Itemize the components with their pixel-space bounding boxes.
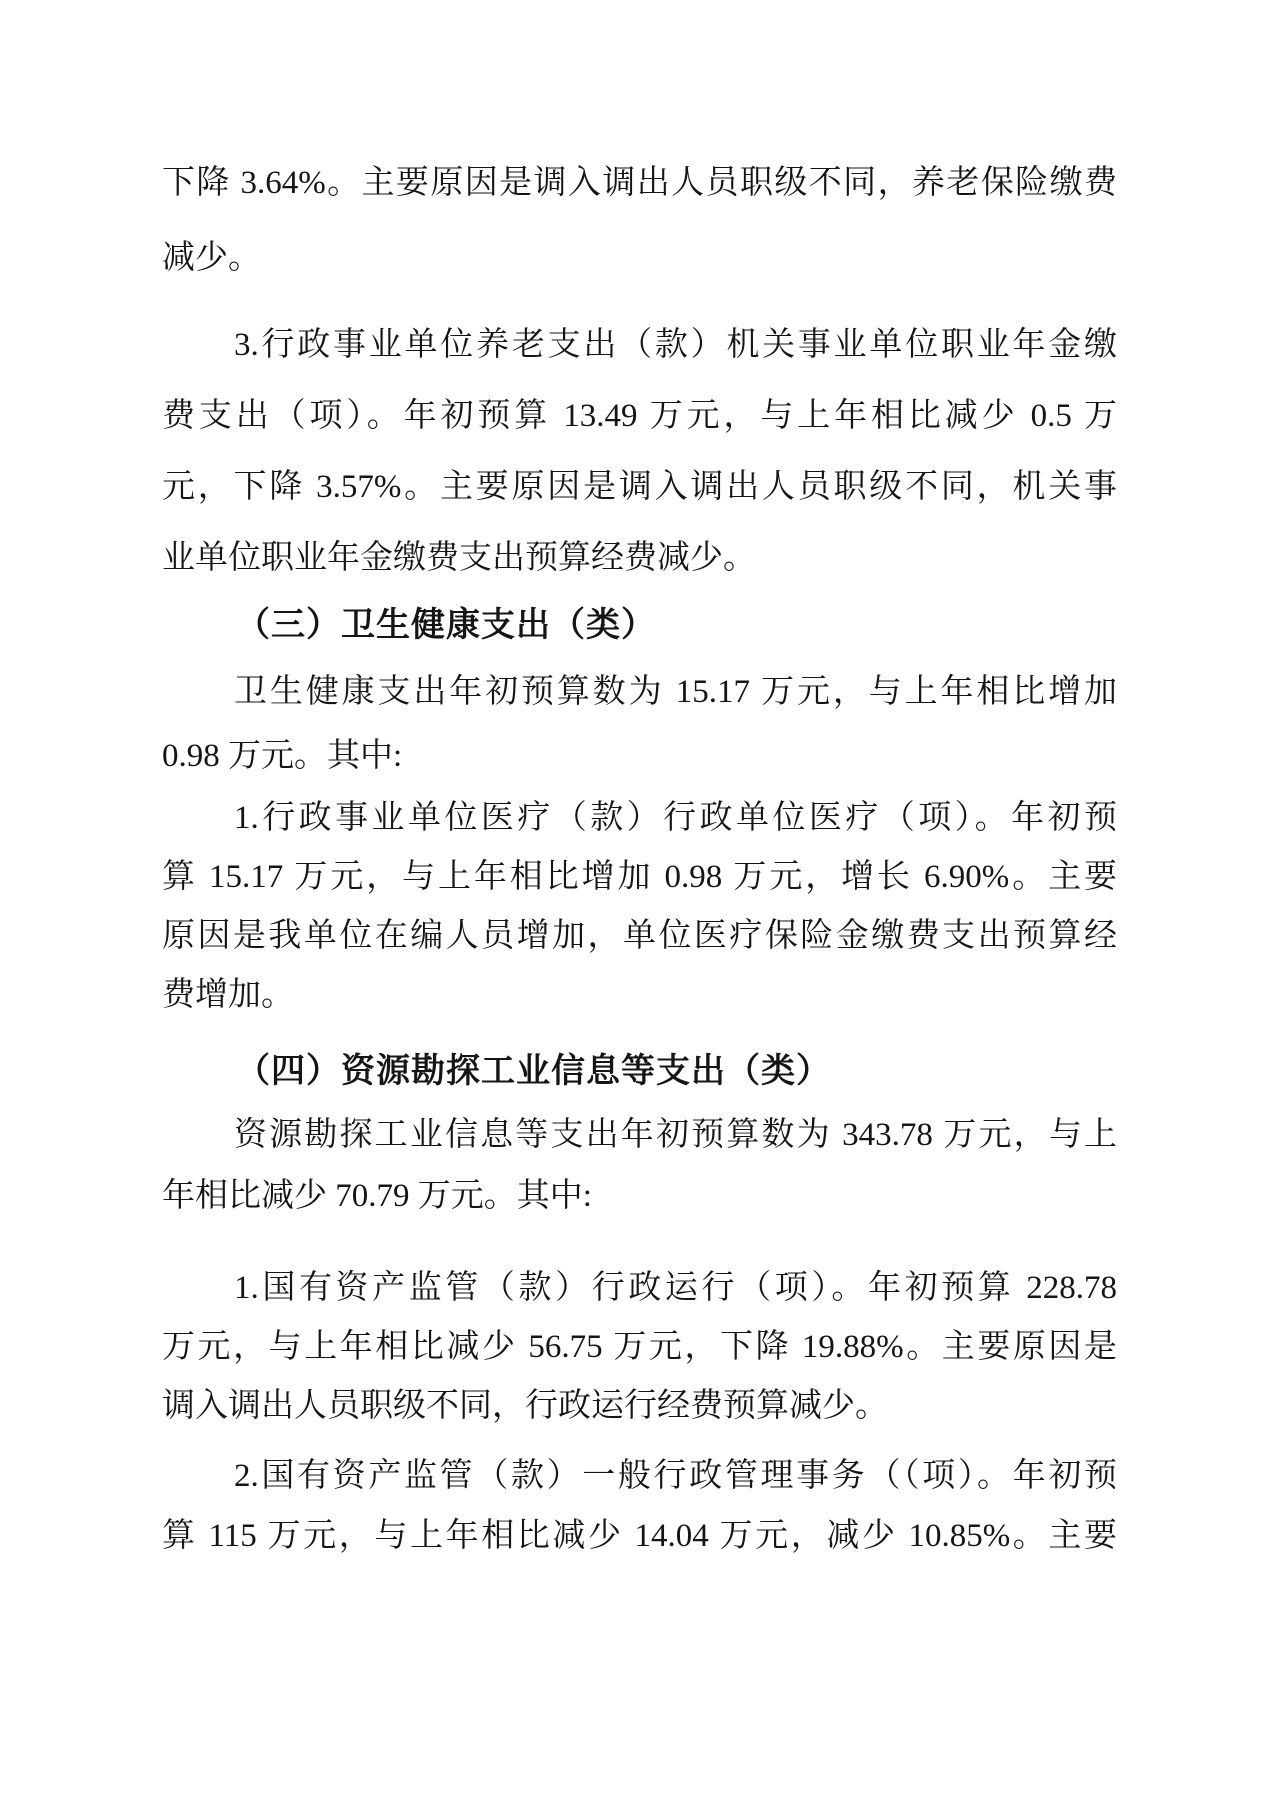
- para-resource-summary: [162, 1105, 1117, 1227]
- text-line: 费增加。: [162, 977, 294, 1013]
- para-item1-state-asset: [162, 1259, 1117, 1436]
- text-line: 下降 3.64%。主要原因是调入调出人员职级不同，养老保险缴费: [162, 165, 1117, 201]
- para-pension-carryover: [162, 146, 1117, 296]
- text-line: 费支出（项）。年初预算 13.49 万元，与上年相比减少 0.5 万: [162, 398, 1117, 434]
- text-line: 年相比减少 70.79 万元。其中:: [162, 1178, 592, 1214]
- section-heading-resource: （四）资源勘探工业信息等支出（类）: [236, 1053, 831, 1090]
- text-line: 3.行政事业单位养老支出（款）机关事业单位职业年金缴: [234, 327, 1117, 363]
- para-item2-state-asset: [162, 1446, 1117, 1566]
- text-line: 万元，与上年相比减少 56.75 万元，下降 19.88%。主要原因是: [162, 1329, 1117, 1365]
- text-line: 算 115 万元，与上年相比减少 14.04 万元，减少 10.85%。主要: [162, 1518, 1117, 1554]
- text-line: 卫生健康支出年初预算数为 15.17 万元，与上年相比增加: [234, 674, 1117, 710]
- text-line: 算 15.17 万元，与上年相比增加 0.98 万元，增长 6.90%。主要: [162, 859, 1117, 895]
- text-line: 调入调出人员职级不同，行政运行经费预算减少。: [162, 1388, 888, 1424]
- text-line: 2.国有资产监管（款）一般行政管理事务（（项）。年初预: [234, 1458, 1117, 1494]
- text-line: 元，下降 3.57%。主要原因是调入调出人员职级不同，机关事: [162, 469, 1117, 505]
- text-line: 业单位职业年金缴费支出预算经费减少。: [162, 540, 756, 576]
- para-health-summary: [162, 660, 1117, 788]
- text-line: 减少。: [162, 240, 261, 276]
- para-item3-annuity: [162, 310, 1117, 594]
- text-line: 资源勘探工业信息等支出年初预算数为 343.78 万元，与上: [234, 1117, 1117, 1153]
- section-heading-health: （三）卫生健康支出（类）: [236, 607, 656, 644]
- text-line: 1.国有资产监管（款）行政运行（项）。年初预算 228.78: [234, 1270, 1117, 1306]
- text-line: 原因是我单位在编人员增加，单位医疗保险金缴费支出预算经: [162, 918, 1117, 954]
- text-line: 1.行政事业单位医疗（款）行政单位医疗（项）。年初预: [234, 800, 1117, 836]
- para-item1-medical: [162, 789, 1117, 1025]
- text-line: 0.98 万元。其中:: [162, 738, 403, 774]
